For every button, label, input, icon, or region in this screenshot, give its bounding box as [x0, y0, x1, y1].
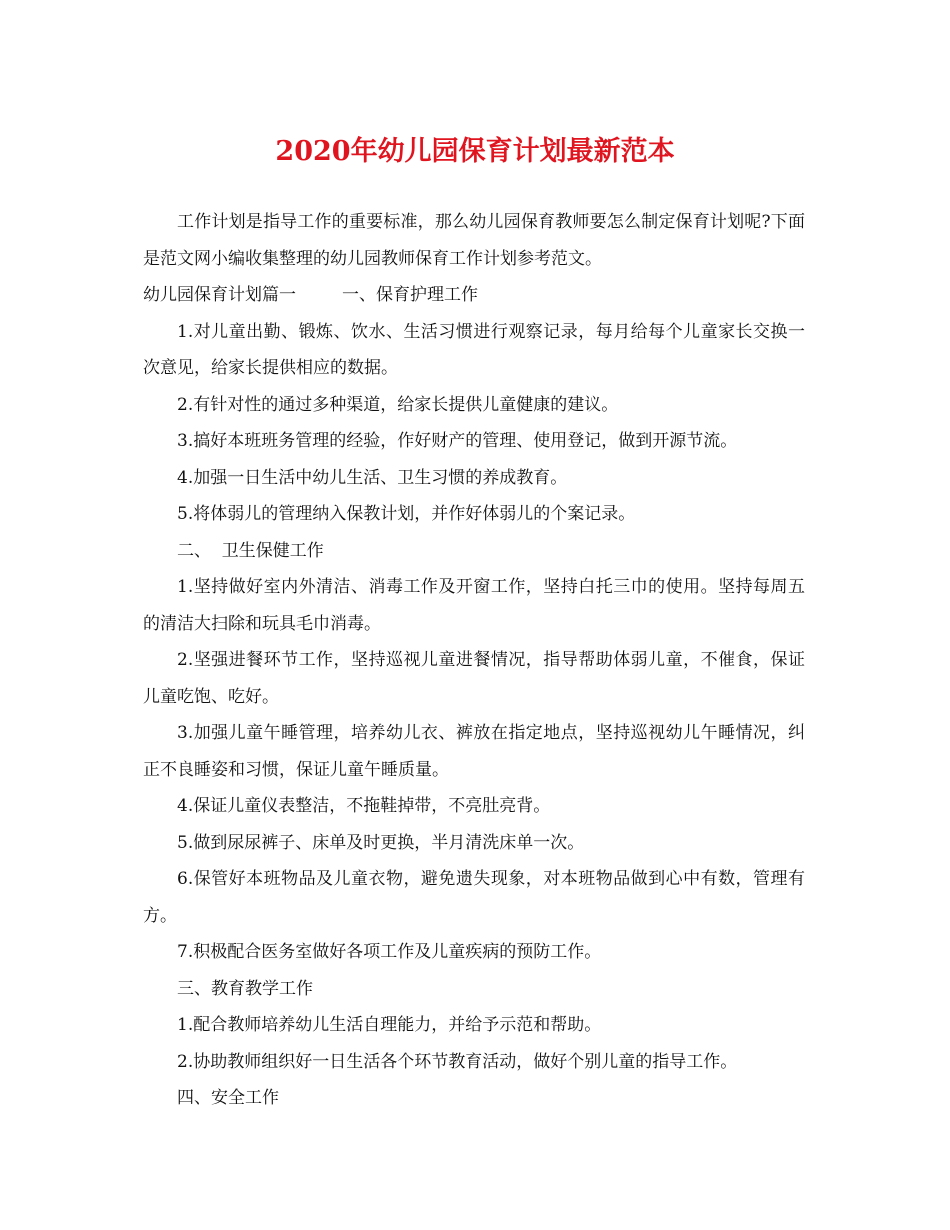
section-heading-1: 一、保育护理工作	[342, 285, 478, 305]
paragraph-health-2: 2.坚强进餐环节工作，坚持巡视儿童进餐情况，指导帮助体弱儿童，不催食，保证儿童吃饱、吃好。	[143, 650, 805, 707]
paragraph-health-4: 4.保证儿童仪表整洁，不拖鞋掉带，不亮肚亮背。	[177, 796, 551, 816]
paragraph-care-2: 2.有针对性的通过多种渠道，给家长提供儿童健康的建议。	[177, 394, 619, 415]
document-body	[143, 204, 805, 1117]
plan-part-label: 幼儿园保育计划篇一	[143, 285, 296, 305]
paragraph-health-5: 5.做到尿尿裤子、床单及时更换，半月清洗床单一次。	[177, 832, 585, 853]
paragraph-care-1: 1.对儿童出勤、锻炼、饮水、生活习惯进行观察记录，每月给每个儿童家长交换一次意见，给家长提供相应的数据。	[143, 321, 805, 378]
paragraph-teaching-1: 1.配合教师培养幼儿生活自理能力，并给予示范和帮助。	[177, 1015, 602, 1035]
intro-paragraph: 工作计划是指导工作的重要标准，那么幼儿园保育教师要怎么制定保育计划呢?下面是范文网小编收集整理的幼儿园教师保育工作计划参考范文。	[143, 212, 805, 269]
paragraph-health-1: 1.坚持做好室内外清洁、消毒工作及开窗工作，坚持白托三巾的使用。坚持每周五的清洁大扫除和玩具毛巾消毒。	[143, 577, 805, 634]
section-heading-2: 二、 卫生保健工作	[177, 540, 324, 561]
paragraph-care-4: 4.加强一日生活中幼儿生活、卫生习惯的养成教育。	[177, 467, 568, 488]
paragraph-health-3: 3.加强儿童午睡管理，培养幼儿衣、裤放在指定地点，坚持巡视幼儿午睡情况，纠正不良睡姿和习惯，保证儿童午睡质量。	[143, 723, 805, 780]
section-heading-3: 三、教育教学工作	[177, 978, 313, 999]
paragraph-care-5: 5.将体弱儿的管理纳入保教计划，并作好体弱儿的个案记录。	[177, 504, 636, 524]
paragraph-health-7: 7.积极配合医务室做好各项工作及儿童疾病的预防工作。	[177, 942, 602, 962]
paragraph-teaching-2: 2.协助教师组织好一日生活各个环节教育活动，做好个别儿童的指导工作。	[177, 1051, 738, 1072]
document-title: 2020年幼儿园保育计划最新范本	[275, 136, 675, 167]
section-heading-4: 四、安全工作	[177, 1088, 279, 1108]
section-heading-line	[143, 277, 805, 314]
paragraph-care-3: 3.搞好本班班务管理的经验，作好财产的管理、使用登记，做到开源节流。	[177, 431, 738, 451]
paragraph-health-6: 6.保管好本班物品及儿童衣物，避免遗失现象，对本班物品做到心中有数，管理有方。	[143, 869, 805, 926]
